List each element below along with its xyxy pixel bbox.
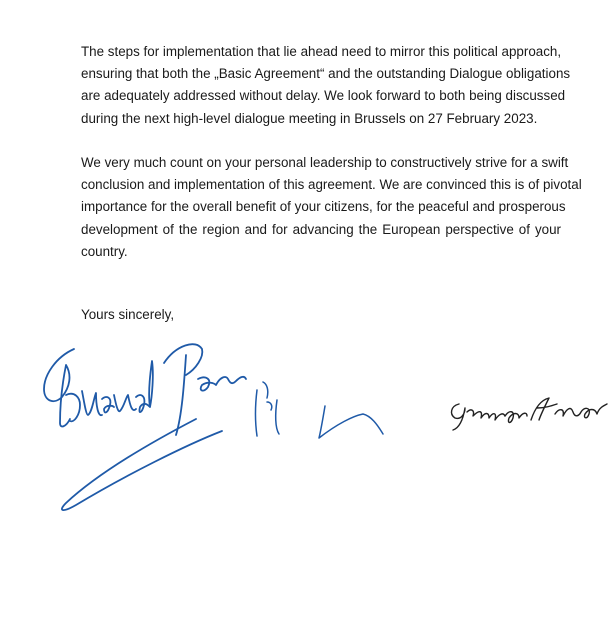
paragraph-line: We very much count on your personal leadership to constructively strive for a swift: [81, 155, 569, 170]
signature-1: [36, 335, 256, 525]
paragraph-line: are adequately addressed without delay. We look forward to both being discussed: [81, 88, 566, 104]
paragraph-line: conclusion and implementation of this agreement. We are convinced this is of pivotal: [81, 177, 582, 193]
paragraph-line: country.: [81, 243, 128, 259]
signature-ink: [44, 344, 246, 510]
signature-ink: [256, 382, 384, 438]
signature-2: [245, 372, 395, 447]
paragraph-line: ensuring that both the „Basic Agreement“ and the outstanding Dialogue obligations: [81, 66, 571, 82]
paragraph-leadership: [81, 152, 582, 263]
signature-3: [445, 390, 610, 435]
paragraph-line: importance for the overall benefit of your citizens, for the peaceful and prosperous: [81, 199, 566, 215]
paragraph-implementation: [81, 41, 571, 130]
paragraph-line: development of the region and for advancing the European perspective of your: [81, 221, 561, 237]
signature-ink: [452, 398, 607, 430]
closing-salutation: Yours sincerely,: [81, 307, 175, 322]
signature-1-graphic: [36, 335, 256, 525]
signature-3-graphic: [445, 390, 610, 435]
paragraph-line: during the next high-level dialogue meeting in Brussels on 27 February 2023.: [81, 110, 538, 126]
signature-2-graphic: [245, 372, 395, 447]
paragraph-line: The steps for implementation that lie ahead need to mirror this political approach,: [81, 44, 562, 59]
